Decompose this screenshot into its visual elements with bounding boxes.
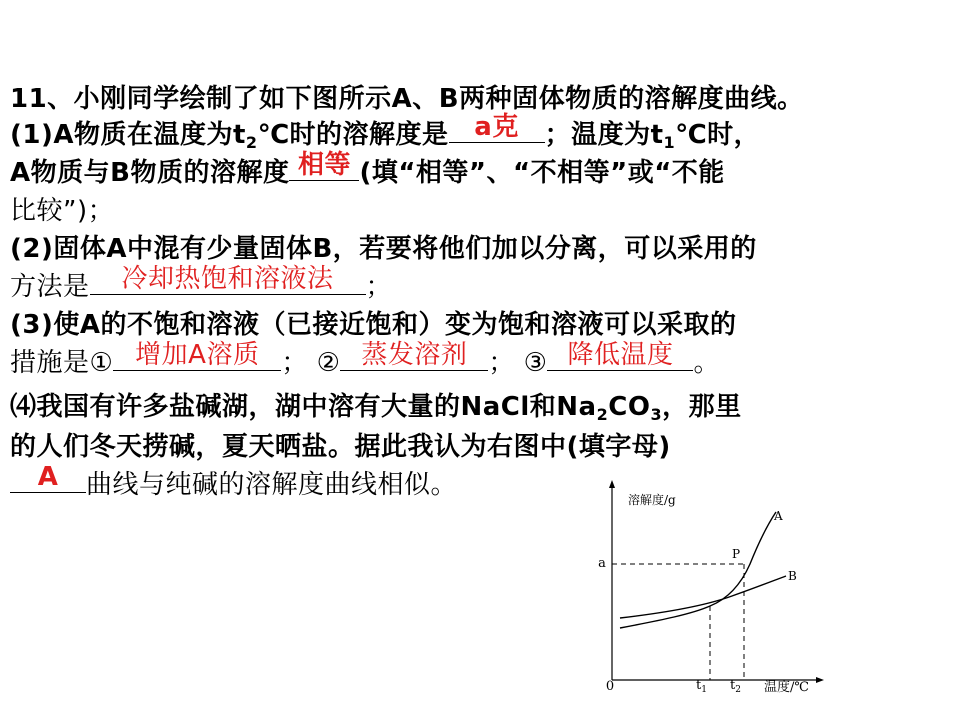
- answer-blank-5: [340, 340, 488, 371]
- x-axis-arrow: [816, 677, 824, 683]
- question-line-1: 11、小刚同学绘制了如下图所示A、B两种固体物质的溶解度曲线。: [10, 84, 804, 114]
- question-line-10: 的人们冬天捞碱，夏天晒盐。据此我认为右图中(填字母): [10, 432, 671, 462]
- answer-1: a克: [474, 112, 519, 142]
- question-line-8: 措施是① 增加A溶质 ； ② 蒸发溶剂 ； ③ 降低温度 。: [10, 340, 720, 378]
- question-line-7: (3)使A的不饱和溶液（已接近饱和）变为饱和溶液可以采取的: [10, 310, 737, 340]
- answer-3: 冷却热饱和溶液法: [121, 264, 334, 294]
- question-line-3: A物质与B物质的溶解度 相等 (填“相等”、“不相等”或“不能: [10, 150, 725, 188]
- series-label-A: A: [774, 509, 783, 523]
- answer-4: 增加A溶质: [135, 340, 260, 370]
- answer-blank-1: [449, 112, 545, 143]
- question-line-5: (2)固体A中混有少量固体B，若要将他们加以分离，可以采用的: [10, 234, 757, 264]
- point-label-P: P: [732, 547, 741, 561]
- answer-7: A: [37, 462, 59, 492]
- y-axis-arrow: [609, 480, 615, 488]
- y-tick-label-a: a: [598, 556, 606, 571]
- x-axis-label: 温度/℃: [764, 680, 809, 695]
- y-axis-label: 溶解度/g: [628, 493, 676, 507]
- question-line-4: 比较”)；: [10, 196, 115, 226]
- answer-2: 相等: [297, 150, 351, 180]
- curve-B: [620, 576, 786, 618]
- answer-blank-6: [547, 340, 693, 371]
- answer-6: 降低温度: [567, 340, 674, 370]
- answer-blank-2: [289, 150, 359, 181]
- curve-A: [620, 512, 776, 628]
- question-line-2: (1)A物质在温度为$t_2℃$时的溶解度是 a克 ；温度为$t_1℃$时，: [10, 112, 761, 152]
- question-line-11: A 曲线与纯碱的溶解度曲线相似。: [10, 470, 457, 500]
- x-tick-label-t1: $t_1$: [696, 678, 707, 695]
- x-tick-label-t2: $t_2$: [730, 678, 741, 695]
- answer-blank-7: [10, 462, 86, 493]
- origin-label: 0: [605, 679, 615, 694]
- question-line-9: ⑷我国有许多盐碱湖，湖中溶有大量的NaCl和$Na_2CO_3$，那里: [10, 392, 742, 424]
- answer-blank-4: [113, 340, 281, 371]
- question-line-6: 方法是 冷却热饱和溶液法 ；: [10, 264, 393, 302]
- answer-5: 蒸发溶剂: [361, 340, 468, 370]
- series-label-B: B: [788, 569, 797, 583]
- solubility-chart: [592, 478, 832, 700]
